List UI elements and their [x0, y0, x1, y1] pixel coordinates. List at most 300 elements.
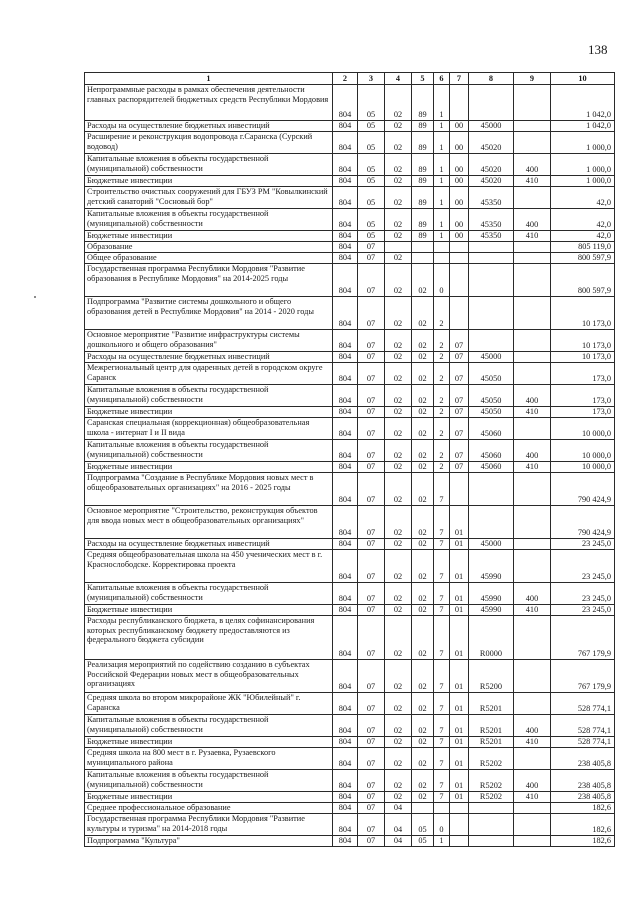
code-section: 07 — [358, 264, 385, 297]
code-admin: 804 — [333, 715, 358, 737]
code-expense-type — [514, 363, 551, 385]
code-admin: 804 — [333, 605, 358, 616]
amount: 1 000,0 — [551, 132, 615, 154]
header-cell: 8 — [469, 73, 514, 85]
code-admin: 804 — [333, 132, 358, 154]
code-section: 05 — [358, 209, 385, 231]
code-subprogram: 7 — [434, 506, 450, 539]
row-name: Расходы на осуществление бюджетных инвестиций — [85, 121, 333, 132]
code-admin: 804 — [333, 363, 358, 385]
code-admin: 804 — [333, 583, 358, 605]
code-activity: 00 — [450, 176, 469, 187]
code-program: 89 — [412, 231, 434, 242]
code-direction: 45050 — [469, 385, 514, 407]
code-subsection: 02 — [385, 715, 412, 737]
code-expense-type: 400 — [514, 770, 551, 792]
code-section: 07 — [358, 693, 385, 715]
row-name: Строительство очистных сооружений для ГБУЗ РМ "Ковылкинский детский санаторий "Сосновый бор" — [85, 187, 333, 209]
code-direction — [469, 506, 514, 539]
amount: 23 245,0 — [551, 539, 615, 550]
code-direction: 45020 — [469, 132, 514, 154]
row-name: Саранская специальная (коррекционная) общеобразовательная школа - интернат I и II вида — [85, 418, 333, 440]
code-admin: 804 — [333, 792, 358, 803]
amount: 23 245,0 — [551, 605, 615, 616]
table-row — [85, 506, 615, 539]
code-activity: 01 — [450, 506, 469, 539]
amount: 10 000,0 — [551, 440, 615, 462]
code-subprogram: 2 — [434, 363, 450, 385]
code-expense-type — [514, 803, 551, 814]
code-subsection: 02 — [385, 462, 412, 473]
code-activity: 07 — [450, 407, 469, 418]
amount: 173,0 — [551, 363, 615, 385]
amount: 42,0 — [551, 209, 615, 231]
code-activity: 07 — [450, 330, 469, 352]
amount: 23 245,0 — [551, 550, 615, 583]
code-subsection: 04 — [385, 814, 412, 836]
code-activity: 01 — [450, 715, 469, 737]
code-admin: 804 — [333, 418, 358, 440]
code-direction — [469, 297, 514, 330]
header-cell: 1 — [85, 73, 333, 85]
code-subprogram: 0 — [434, 814, 450, 836]
code-expense-type: 410 — [514, 407, 551, 418]
code-expense-type — [514, 132, 551, 154]
code-activity: 07 — [450, 440, 469, 462]
code-activity: 07 — [450, 462, 469, 473]
code-subprogram: 7 — [434, 770, 450, 792]
code-subprogram — [434, 253, 450, 264]
table-row — [85, 462, 615, 473]
code-program: 02 — [412, 385, 434, 407]
code-expense-type — [514, 539, 551, 550]
amount: 10 173,0 — [551, 297, 615, 330]
amount: 805 119,0 — [551, 242, 615, 253]
code-expense-type — [514, 330, 551, 352]
code-direction: 45350 — [469, 187, 514, 209]
code-direction: R5202 — [469, 792, 514, 803]
code-expense-type: 410 — [514, 737, 551, 748]
code-expense-type — [514, 297, 551, 330]
row-name: Средняя школа во втором микрорайоне ЖК "Юбилейный" г. Саранска — [85, 693, 333, 715]
code-subprogram: 1 — [434, 176, 450, 187]
code-subsection: 02 — [385, 264, 412, 297]
code-activity: 00 — [450, 132, 469, 154]
code-subprogram: 2 — [434, 418, 450, 440]
code-admin: 804 — [333, 253, 358, 264]
code-direction — [469, 253, 514, 264]
code-section: 07 — [358, 748, 385, 770]
code-activity — [450, 253, 469, 264]
code-section: 05 — [358, 231, 385, 242]
row-name: Бюджетные инвестиции — [85, 462, 333, 473]
code-expense-type — [514, 616, 551, 660]
code-expense-type — [514, 550, 551, 583]
amount: 800 597,9 — [551, 264, 615, 297]
row-name: Образование — [85, 242, 333, 253]
code-subsection: 02 — [385, 550, 412, 583]
table-row — [85, 85, 615, 121]
code-direction — [469, 330, 514, 352]
code-admin: 804 — [333, 264, 358, 297]
code-subprogram — [434, 242, 450, 253]
row-name: Реализация мероприятий по содействию созданию в субъектах Российской Федерации новых мест в общеобразовательных организациях — [85, 660, 333, 693]
table-row — [85, 154, 615, 176]
code-admin: 804 — [333, 231, 358, 242]
table-row — [85, 385, 615, 407]
code-section: 05 — [358, 176, 385, 187]
row-name: Капитальные вложения в объекты государственной (муниципальной) собственности — [85, 583, 333, 605]
row-name: Непрограммные расходы в рамках обеспечения деятельности главных распорядителей бюджетных средств Республики Мордовия — [85, 85, 333, 121]
code-admin: 804 — [333, 187, 358, 209]
code-activity: 00 — [450, 231, 469, 242]
code-program: 02 — [412, 264, 434, 297]
code-admin: 804 — [333, 85, 358, 121]
code-expense-type — [514, 660, 551, 693]
amount: 42,0 — [551, 187, 615, 209]
row-name: Бюджетные инвестиции — [85, 737, 333, 748]
code-program: 89 — [412, 132, 434, 154]
amount: 23 245,0 — [551, 583, 615, 605]
code-subsection: 04 — [385, 836, 412, 847]
code-section: 07 — [358, 506, 385, 539]
code-expense-type: 410 — [514, 462, 551, 473]
code-activity: 00 — [450, 209, 469, 231]
code-admin: 804 — [333, 385, 358, 407]
header-cell: 3 — [358, 73, 385, 85]
table-row — [85, 440, 615, 462]
code-direction: R5200 — [469, 660, 514, 693]
code-subprogram: 1 — [434, 836, 450, 847]
table-row — [85, 264, 615, 297]
code-direction: R5202 — [469, 748, 514, 770]
row-name: Бюджетные инвестиции — [85, 792, 333, 803]
code-section: 07 — [358, 770, 385, 792]
code-subsection: 02 — [385, 187, 412, 209]
code-program: 02 — [412, 363, 434, 385]
code-direction: 45990 — [469, 550, 514, 583]
code-program: 02 — [412, 473, 434, 506]
code-program: 02 — [412, 440, 434, 462]
amount: 182,6 — [551, 836, 615, 847]
code-expense-type: 410 — [514, 792, 551, 803]
amount: 1 000,0 — [551, 154, 615, 176]
code-direction: 45020 — [469, 154, 514, 176]
row-name: Основное мероприятие "Строительство, реконструкция объектов для ввода новых мест в общеобразовательных организациях" — [85, 506, 333, 539]
code-direction: 45990 — [469, 583, 514, 605]
code-subprogram: 1 — [434, 231, 450, 242]
code-expense-type — [514, 253, 551, 264]
row-name: Бюджетные инвестиции — [85, 231, 333, 242]
code-subprogram: 7 — [434, 616, 450, 660]
table-row — [85, 121, 615, 132]
code-subsection: 02 — [385, 737, 412, 748]
code-activity: 07 — [450, 363, 469, 385]
code-subsection: 02 — [385, 407, 412, 418]
code-expense-type — [514, 352, 551, 363]
code-activity: 00 — [450, 187, 469, 209]
code-subprogram: 7 — [434, 715, 450, 737]
code-program: 89 — [412, 176, 434, 187]
code-subprogram: 2 — [434, 352, 450, 363]
code-program: 02 — [412, 693, 434, 715]
table-row — [85, 473, 615, 506]
row-name: Капитальные вложения в объекты государственной (муниципальной) собственности — [85, 154, 333, 176]
code-section: 07 — [358, 462, 385, 473]
code-subsection: 02 — [385, 231, 412, 242]
code-activity: 01 — [450, 792, 469, 803]
code-subprogram: 7 — [434, 748, 450, 770]
code-direction: 45000 — [469, 539, 514, 550]
code-program: 89 — [412, 121, 434, 132]
code-program: 02 — [412, 506, 434, 539]
table-row — [85, 407, 615, 418]
code-expense-type — [514, 836, 551, 847]
code-direction: R5202 — [469, 770, 514, 792]
code-activity: 01 — [450, 693, 469, 715]
code-section: 07 — [358, 352, 385, 363]
code-direction: 45350 — [469, 231, 514, 242]
header-cell: 5 — [412, 73, 434, 85]
row-name: Государственная программа Республики Мордовия "Развитие культуры и туризма" на 2014-2018 годы — [85, 814, 333, 836]
row-name: Расширение и реконструкция водопровода г.Саранска (Сурский водовод) — [85, 132, 333, 154]
code-section: 05 — [358, 85, 385, 121]
row-name: Бюджетные инвестиции — [85, 407, 333, 418]
table-row — [85, 660, 615, 693]
code-subsection: 02 — [385, 154, 412, 176]
table-row — [85, 693, 615, 715]
code-direction: R5201 — [469, 715, 514, 737]
code-activity — [450, 814, 469, 836]
code-expense-type — [514, 473, 551, 506]
code-section: 07 — [358, 418, 385, 440]
amount: 173,0 — [551, 407, 615, 418]
table-row — [85, 187, 615, 209]
code-section: 07 — [358, 605, 385, 616]
table-row — [85, 550, 615, 583]
code-subsection: 02 — [385, 363, 412, 385]
table-row — [85, 715, 615, 737]
amount: 238 405,8 — [551, 770, 615, 792]
code-subprogram: 2 — [434, 330, 450, 352]
amount: 42,0 — [551, 231, 615, 242]
code-expense-type: 410 — [514, 176, 551, 187]
row-name: Расходы на осуществление бюджетных инвестиций — [85, 539, 333, 550]
scan-speck — [34, 296, 36, 298]
code-admin: 804 — [333, 154, 358, 176]
code-activity: 07 — [450, 385, 469, 407]
amount: 1 042,0 — [551, 85, 615, 121]
code-section: 07 — [358, 583, 385, 605]
code-subprogram: 1 — [434, 132, 450, 154]
code-admin: 804 — [333, 176, 358, 187]
code-subsection: 02 — [385, 440, 412, 462]
page-number: 138 — [588, 42, 608, 57]
code-program: 89 — [412, 154, 434, 176]
code-subprogram: 2 — [434, 297, 450, 330]
row-name: Межрегиональный центр для одаренных детей в городском округе Саранск — [85, 363, 333, 385]
row-name: Капитальные вложения в объекты государственной (муниципальной) собственности — [85, 385, 333, 407]
code-expense-type — [514, 187, 551, 209]
amount: 10 173,0 — [551, 330, 615, 352]
row-name: Подпрограмма "Культура" — [85, 836, 333, 847]
table-row — [85, 231, 615, 242]
code-subsection: 02 — [385, 616, 412, 660]
code-program: 02 — [412, 550, 434, 583]
table-row — [85, 242, 615, 253]
table-row — [85, 176, 615, 187]
code-admin: 804 — [333, 539, 358, 550]
amount: 528 774,1 — [551, 693, 615, 715]
table-row — [85, 737, 615, 748]
amount: 790 424,9 — [551, 473, 615, 506]
code-admin: 804 — [333, 748, 358, 770]
code-activity: 01 — [450, 583, 469, 605]
code-program: 89 — [412, 187, 434, 209]
code-program: 02 — [412, 616, 434, 660]
code-subsection: 02 — [385, 693, 412, 715]
code-subsection: 02 — [385, 792, 412, 803]
code-expense-type: 400 — [514, 209, 551, 231]
code-expense-type — [514, 418, 551, 440]
code-subsection: 04 — [385, 803, 412, 814]
code-activity — [450, 473, 469, 506]
code-subsection: 02 — [385, 385, 412, 407]
code-section: 07 — [358, 616, 385, 660]
code-expense-type — [514, 693, 551, 715]
code-direction: R0000 — [469, 616, 514, 660]
code-activity — [450, 264, 469, 297]
code-section: 05 — [358, 132, 385, 154]
table-row — [85, 748, 615, 770]
code-activity: 01 — [450, 605, 469, 616]
code-direction: R5201 — [469, 737, 514, 748]
amount: 528 774,1 — [551, 737, 615, 748]
table-row — [85, 605, 615, 616]
code-activity: 01 — [450, 616, 469, 660]
row-name: Капитальные вложения в объекты государственной (муниципальной) собственности — [85, 440, 333, 462]
code-expense-type: 410 — [514, 231, 551, 242]
code-program: 02 — [412, 583, 434, 605]
code-subsection: 02 — [385, 352, 412, 363]
code-subprogram: 2 — [434, 462, 450, 473]
table-row — [85, 297, 615, 330]
code-subprogram — [434, 803, 450, 814]
code-section: 07 — [358, 814, 385, 836]
code-section: 07 — [358, 792, 385, 803]
table-row — [85, 770, 615, 792]
table-row — [85, 836, 615, 847]
table-row — [85, 209, 615, 231]
code-program — [412, 242, 434, 253]
code-program: 02 — [412, 792, 434, 803]
amount: 10 173,0 — [551, 352, 615, 363]
table-row — [85, 803, 615, 814]
code-admin: 804 — [333, 297, 358, 330]
code-subsection — [385, 242, 412, 253]
amount: 173,0 — [551, 385, 615, 407]
code-subsection: 02 — [385, 418, 412, 440]
code-program: 05 — [412, 814, 434, 836]
code-subprogram: 2 — [434, 407, 450, 418]
code-section: 07 — [358, 440, 385, 462]
header-cell: 7 — [450, 73, 469, 85]
code-subsection: 02 — [385, 506, 412, 539]
code-expense-type: 410 — [514, 605, 551, 616]
code-section: 07 — [358, 836, 385, 847]
amount: 238 405,8 — [551, 748, 615, 770]
row-name: Капитальные вложения в объекты государственной (муниципальной) собственности — [85, 715, 333, 737]
code-expense-type — [514, 121, 551, 132]
code-program: 02 — [412, 418, 434, 440]
table-row — [85, 583, 615, 605]
code-subprogram: 7 — [434, 583, 450, 605]
code-subprogram: 1 — [434, 154, 450, 176]
code-direction: R5201 — [469, 693, 514, 715]
code-subprogram: 0 — [434, 264, 450, 297]
code-activity — [450, 297, 469, 330]
amount: 790 424,9 — [551, 506, 615, 539]
code-program: 02 — [412, 715, 434, 737]
code-program: 89 — [412, 85, 434, 121]
code-subsection: 02 — [385, 605, 412, 616]
code-subprogram: 1 — [434, 121, 450, 132]
code-section: 07 — [358, 539, 385, 550]
code-direction — [469, 264, 514, 297]
code-admin: 804 — [333, 803, 358, 814]
code-section: 07 — [358, 715, 385, 737]
code-direction — [469, 814, 514, 836]
code-expense-type — [514, 264, 551, 297]
amount: 767 179,9 — [551, 660, 615, 693]
row-name: Среднее профессиональное образование — [85, 803, 333, 814]
code-subsection: 02 — [385, 132, 412, 154]
code-direction: 45020 — [469, 176, 514, 187]
row-name: Подпрограмма "Создание в Республике Мордовия новых мест в общеобразовательных организациях" на 2016 - 2025 годы — [85, 473, 333, 506]
code-direction: 45000 — [469, 121, 514, 132]
code-section: 07 — [358, 242, 385, 253]
table-row — [85, 814, 615, 836]
code-activity: 07 — [450, 418, 469, 440]
code-subprogram: 7 — [434, 737, 450, 748]
table-row — [85, 363, 615, 385]
code-activity: 01 — [450, 539, 469, 550]
amount: 10 000,0 — [551, 418, 615, 440]
code-section: 07 — [358, 737, 385, 748]
code-admin: 804 — [333, 330, 358, 352]
table-row — [85, 539, 615, 550]
row-name: Основное мероприятие "Развитие инфраструктуры системы дошкольного и общего образования" — [85, 330, 333, 352]
header-cell: 10 — [551, 73, 615, 85]
code-program: 02 — [412, 660, 434, 693]
amount: 1 042,0 — [551, 121, 615, 132]
code-subsection: 02 — [385, 748, 412, 770]
code-subprogram: 7 — [434, 605, 450, 616]
amount: 767 179,9 — [551, 616, 615, 660]
code-subsection: 02 — [385, 583, 412, 605]
code-admin: 804 — [333, 121, 358, 132]
code-section: 05 — [358, 121, 385, 132]
row-name: Средняя общеобразовательная школа на 450 ученических мест в г. Краснослободске. Корректировка проекта — [85, 550, 333, 583]
code-subsection: 02 — [385, 85, 412, 121]
header-cell: 9 — [514, 73, 551, 85]
code-program: 02 — [412, 297, 434, 330]
code-subprogram: 7 — [434, 550, 450, 583]
code-subsection: 02 — [385, 330, 412, 352]
header-cell: 6 — [434, 73, 450, 85]
code-direction — [469, 473, 514, 506]
table-row — [85, 330, 615, 352]
